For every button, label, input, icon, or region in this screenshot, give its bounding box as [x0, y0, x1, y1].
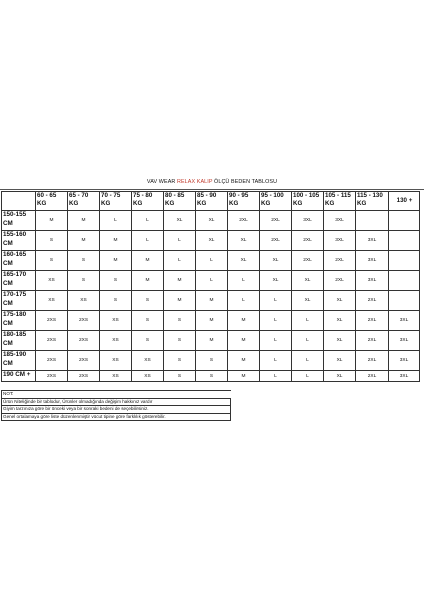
height-range: 155-160	[3, 231, 27, 238]
size-cell: L	[260, 331, 292, 351]
size-cell	[389, 251, 420, 271]
size-cell: 3XL	[356, 271, 389, 291]
height-unit: CM	[3, 319, 13, 327]
size-cell: XL	[228, 251, 260, 271]
weight-unit: KG	[69, 200, 79, 207]
title-prefix: VAV WEAR	[146, 179, 177, 185]
size-cell: XL	[260, 271, 292, 291]
size-cell: XL	[228, 231, 260, 251]
size-cell: S	[196, 351, 228, 371]
size-cell: XS	[100, 371, 132, 382]
height-unit: CM	[3, 339, 13, 347]
size-cell: M	[228, 331, 260, 351]
height-row-label	[2, 291, 36, 311]
size-cell: XL	[324, 371, 356, 382]
table-row	[2, 331, 420, 351]
weight-unit: KG	[133, 200, 143, 207]
size-cell: 2XL	[356, 291, 389, 311]
size-cell: L	[228, 291, 260, 311]
size-cell: L	[292, 331, 324, 351]
notes-heading: NOT:	[2, 391, 231, 399]
size-cell: S	[196, 371, 228, 382]
table-row	[2, 311, 420, 331]
height-range: 190 CM +	[3, 371, 31, 378]
size-cell: 2XL	[228, 211, 260, 231]
table-row	[2, 351, 420, 371]
height-row-label	[2, 371, 36, 382]
notes-box	[1, 390, 231, 421]
height-unit: CM	[3, 259, 13, 267]
title-brand: RELAX KALIP	[176, 179, 213, 185]
size-cell: XL	[324, 311, 356, 331]
weight-column-header	[260, 192, 292, 211]
size-cell: S	[164, 331, 196, 351]
note-line: Giyim tarzınıza göre bir önceki veya bir sonraki bedeni de seçebilirsiniz.	[2, 406, 231, 414]
size-cell: XL	[260, 251, 292, 271]
size-cell: L	[100, 211, 132, 231]
height-unit: CM	[3, 299, 13, 307]
size-cell: L	[260, 371, 292, 382]
size-cell: XS	[100, 351, 132, 371]
size-cell: M	[68, 211, 100, 231]
size-cell: XS	[68, 291, 100, 311]
table-row	[2, 211, 420, 231]
height-range: 180-185	[3, 331, 27, 338]
weight-range: 90 - 95	[229, 192, 249, 199]
weight-column-header	[228, 192, 260, 211]
weight-unit: KG	[197, 200, 207, 207]
height-range: 150-155	[3, 211, 27, 218]
size-cell: XS	[100, 331, 132, 351]
weight-range: 85 - 90	[197, 192, 217, 199]
note-line: Ürün Niteliğinde bir tablodur, Ürünler olmadığında değişim hakkınız vardır	[2, 398, 231, 406]
size-cell: 3XL	[324, 211, 356, 231]
height-row-label	[2, 331, 36, 351]
size-cell: M	[132, 251, 164, 271]
size-cell: L	[260, 351, 292, 371]
size-cell: 2XL	[292, 231, 324, 251]
size-cell: M	[196, 331, 228, 351]
size-cell: 2XL	[356, 371, 389, 382]
weight-range: 100 - 105	[293, 192, 320, 199]
size-cell: L	[292, 311, 324, 331]
size-cell: S	[132, 331, 164, 351]
size-cell: S	[68, 271, 100, 291]
size-cell: S	[164, 311, 196, 331]
height-row-label	[2, 231, 36, 251]
height-range: 160-165	[3, 251, 27, 258]
size-cell: L	[292, 351, 324, 371]
weight-unit: KG	[229, 200, 239, 207]
size-cell	[389, 211, 420, 231]
weight-column-header	[68, 192, 100, 211]
size-cell: L	[196, 251, 228, 271]
weight-column-header	[132, 192, 164, 211]
size-cell: XS	[100, 311, 132, 331]
height-row-label	[2, 211, 36, 231]
size-cell: 2XS	[68, 371, 100, 382]
weight-unit: KG	[261, 200, 271, 207]
size-cell: 2XS	[68, 351, 100, 371]
weight-range: 60 - 65	[37, 192, 57, 199]
weight-range: 80 - 85	[165, 192, 185, 199]
weight-unit: KG	[325, 200, 335, 207]
height-row-label	[2, 271, 36, 291]
size-cell: S	[68, 251, 100, 271]
size-cell: 3XL	[324, 231, 356, 251]
size-cell: XL	[324, 291, 356, 311]
weight-unit: KG	[293, 200, 303, 207]
note-line: Genel ortalamaya göre liste düzenlenmiştir vücut tipine göre farklılık gösterebilir.	[2, 413, 231, 421]
size-cell: L	[260, 291, 292, 311]
size-cell: M	[228, 351, 260, 371]
size-cell	[389, 271, 420, 291]
size-cell: S	[164, 351, 196, 371]
size-cell: L	[228, 271, 260, 291]
size-cell: 3XL	[389, 351, 420, 371]
weight-range: 105 - 115	[325, 192, 351, 199]
size-cell: XL	[324, 351, 356, 371]
weight-unit: KG	[357, 200, 367, 207]
size-cell: M	[196, 311, 228, 331]
title-divider	[0, 187, 424, 190]
size-cell: 2XL	[260, 211, 292, 231]
size-cell: M	[68, 231, 100, 251]
size-cell: 2XS	[36, 351, 68, 371]
weight-column-header	[292, 192, 324, 211]
size-cell: XS	[36, 271, 68, 291]
size-cell: 2XL	[356, 331, 389, 351]
size-cell: XL	[324, 331, 356, 351]
weight-column-header	[356, 192, 389, 211]
weight-range: 70 - 75	[101, 192, 121, 199]
height-range: 175-180	[3, 311, 27, 318]
corner-cell	[2, 192, 36, 211]
size-cell: XL	[292, 271, 324, 291]
weight-column-header	[100, 192, 132, 211]
size-cell: 2XL	[324, 251, 356, 271]
table-row	[2, 291, 420, 311]
size-cell: S	[164, 371, 196, 382]
size-cell	[389, 291, 420, 311]
height-unit: CM	[3, 359, 13, 367]
size-cell: M	[132, 271, 164, 291]
size-cell: 2XS	[36, 371, 68, 382]
size-cell: XS	[132, 351, 164, 371]
weight-column-header	[164, 192, 196, 211]
height-row-label	[2, 311, 36, 331]
size-cell: M	[196, 291, 228, 311]
table-row	[2, 271, 420, 291]
size-cell: 3XL	[356, 251, 389, 271]
weight-unit: KG	[101, 200, 111, 207]
height-range: 165-170	[3, 271, 27, 278]
size-cell	[356, 211, 389, 231]
size-cell: 2XS	[36, 331, 68, 351]
size-cell: 3XL	[356, 231, 389, 251]
weight-column-header	[36, 192, 68, 211]
size-cell: M	[228, 371, 260, 382]
size-cell: XL	[292, 291, 324, 311]
size-cell: S	[100, 291, 132, 311]
size-cell: XL	[164, 211, 196, 231]
header-row	[2, 192, 420, 211]
size-cell: L	[164, 231, 196, 251]
size-cell: S	[100, 271, 132, 291]
size-cell	[389, 231, 420, 251]
height-row-label	[2, 251, 36, 271]
weight-unit: KG	[165, 200, 175, 207]
weight-column-header	[389, 192, 420, 211]
size-cell: L	[260, 311, 292, 331]
size-cell: S	[36, 231, 68, 251]
size-cell: S	[132, 291, 164, 311]
weight-column-header	[324, 192, 356, 211]
size-cell: L	[164, 251, 196, 271]
weight-range: 65 - 70	[69, 192, 89, 199]
table-row	[2, 231, 420, 251]
size-cell: M	[164, 291, 196, 311]
size-cell: M	[228, 311, 260, 331]
size-cell: S	[36, 251, 68, 271]
height-unit: CM	[3, 279, 13, 287]
size-cell: M	[36, 211, 68, 231]
height-unit: CM	[3, 219, 13, 227]
height-unit: CM	[3, 239, 13, 247]
size-cell: XL	[196, 211, 228, 231]
size-chart-title	[0, 177, 424, 187]
size-cell: 3XL	[389, 371, 420, 382]
weight-column-header	[196, 192, 228, 211]
size-cell: XS	[36, 291, 68, 311]
size-cell: 2XS	[68, 311, 100, 331]
size-cell: 3XL	[292, 211, 324, 231]
size-cell: M	[100, 231, 132, 251]
weight-range: 115 - 130	[357, 192, 383, 199]
size-cell: L	[132, 231, 164, 251]
size-table	[1, 191, 420, 382]
height-range: 170-175	[3, 291, 27, 298]
size-cell: 3XL	[389, 311, 420, 331]
size-cell: 2XL	[324, 271, 356, 291]
size-cell: XL	[196, 231, 228, 251]
size-cell: L	[292, 371, 324, 382]
weight-range: 95 - 100	[261, 192, 284, 199]
table-row	[2, 371, 420, 382]
size-cell: 2XS	[36, 311, 68, 331]
size-cell: M	[100, 251, 132, 271]
size-cell: L	[132, 211, 164, 231]
height-range: 185-190	[3, 351, 27, 358]
size-cell: 3XL	[389, 331, 420, 351]
size-cell: 2XL	[260, 231, 292, 251]
size-cell: L	[196, 271, 228, 291]
size-cell: M	[164, 271, 196, 291]
table-row	[2, 251, 420, 271]
size-cell: 2XL	[356, 351, 389, 371]
height-row-label	[2, 351, 36, 371]
size-cell: 2XL	[356, 311, 389, 331]
weight-range: 75 - 80	[133, 192, 153, 199]
size-cell: S	[132, 311, 164, 331]
weight-unit: KG	[37, 200, 47, 207]
size-cell: 2XL	[292, 251, 324, 271]
size-cell: 2XS	[68, 331, 100, 351]
weight-range: 130 +	[396, 197, 413, 204]
size-cell: XS	[132, 371, 164, 382]
title-suffix: ÖLÇÜ BEDEN TABLOSU	[212, 179, 278, 185]
